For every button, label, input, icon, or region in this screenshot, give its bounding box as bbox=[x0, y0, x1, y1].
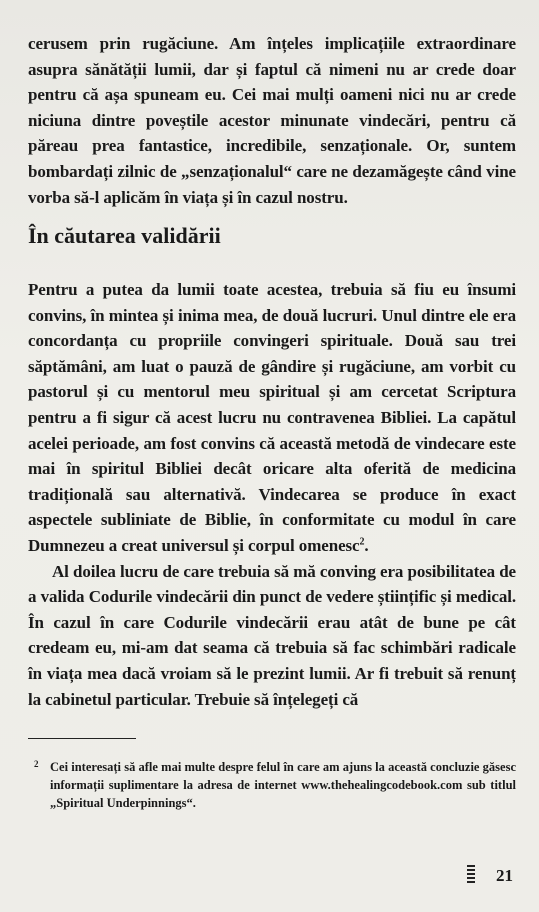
paragraph-2-end: . bbox=[364, 535, 369, 555]
paragraph-1-text: cerusem prin rugăciune. Am înțeles implicațiile extraordinare asupra sănătății lumii, dar și faptul că nimeni nu ar crede doar pentru că așa spuneam eu. Cei mai mulți oameni nici nu ar crede niciuna dintre poveștile acestor minunate vindecări, pentru că păreau prea fantastice, incredibile, senzaționale. Or, suntem bombardați zilnic de „senzaționalul“ care ne dezamăgește când vine vorba să-l aplicăm în viața și în cazul nostru. bbox=[28, 34, 516, 207]
paragraph-continued bbox=[28, 31, 516, 210]
section-body bbox=[28, 277, 516, 712]
paragraph-2 bbox=[28, 277, 516, 559]
page-number: 21 bbox=[496, 866, 513, 885]
footnote-number: 2 bbox=[34, 759, 39, 769]
section-heading: În căutarea validării bbox=[28, 223, 221, 248]
footnote-text: Cei interesați să afle mai multe despre felul în care am ajuns la această concluzie găsesc informații suplimentare la adresa de internet www.thehealingcodebook.com sub titlul „Spiritual Underpinnings“. bbox=[50, 760, 516, 810]
paragraph-3-text: Al doilea lucru de care trebuia să mă conving era posibilitatea de a valida Codurile vindecării din punct de vedere științific și medical. În cazul în care Codurile vindecării erau atât de bune pe cât credeam eu, mi-am dat seama că trebuia să fac schimbări radicale în viața mea dacă vroiam să le prezint lumii. Ar fi trebuit să renunț la cabinetul particular. Trebuie să înțelegeți că bbox=[28, 561, 516, 709]
footnote bbox=[28, 758, 516, 812]
paragraph-2-text: Pentru a putea da lumii toate acestea, trebuia să fiu eu însumi convins, în mintea și inima mea, de două lucruri. Unul dintre ele era concordanța cu propriile convingeri spirituale. Două sau trei săptămâni, am luat o pauză de gândire și rugăciune, am vorbit cu pastorul și cu mentorul meu spiritual și am cercetat Scriptura pentru a fi sigur că acest lucru nu contravenea Bibliei. La capătul acelei perioade, am fost convins că această metodă de vindecare este mai în spiritul Bibliei decât oricare alta oferită de medicina tradițională sau alternativă. Vindecarea se produce în exact aspectele subliniate de Biblie, în conformitate cu modul în care Dumnezeu a creat universul și corpul omenesc bbox=[28, 280, 516, 555]
footnote-reference: 2 bbox=[359, 536, 365, 548]
footnote-divider bbox=[28, 738, 136, 739]
page-marker-icon bbox=[467, 865, 475, 885]
